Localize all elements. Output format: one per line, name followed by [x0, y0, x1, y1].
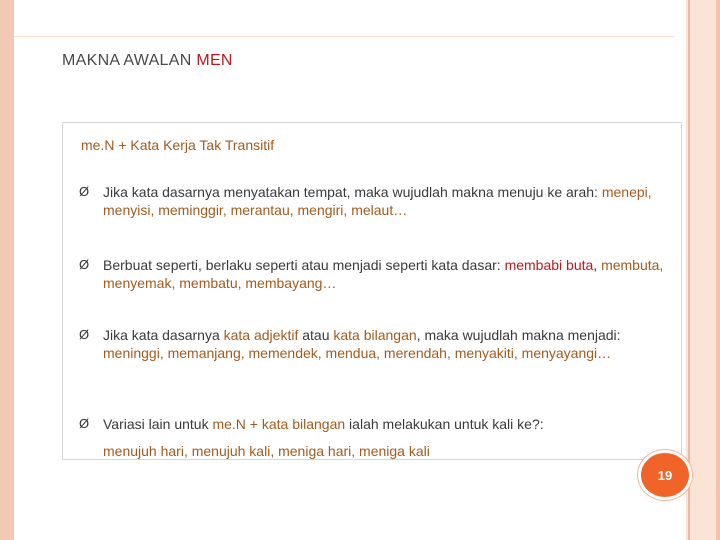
content-box [62, 122, 682, 460]
bullet-separator: , [593, 257, 602, 273]
bullet-text: Jika kata dasarnya menyatakan tempat, maka wujudlah makna menuju ke arah: [103, 184, 602, 200]
bullet-keyword: kata bilangan [333, 327, 417, 343]
bullet-item [79, 183, 671, 219]
slide-frame-left [0, 0, 14, 540]
bullet-keyword: me.N + kata bilangan [212, 416, 346, 432]
slide-title [62, 52, 233, 70]
bullet-examples: menujuh hari, menujuh kali, meniga hari, meniga kali [103, 443, 430, 459]
arrow-bullet-icon: Ø [79, 184, 90, 199]
slide-frame-right [686, 0, 720, 540]
bullet-examples: meninggi, memanjang, memendek, mendua, merendah, menyakiti, menyayangi… [103, 345, 612, 361]
bullet-text: Variasi lain untuk [103, 416, 213, 432]
bullet-keyword: kata adjektif [223, 327, 299, 343]
subheading: me.N + Kata Kerja Tak Transitif [81, 137, 275, 153]
bullet-example-highlight: membabi buta [504, 257, 594, 273]
arrow-bullet-icon: Ø [79, 416, 90, 431]
bullet-examples: membuta, menyemak, membatu, membayang… [103, 257, 664, 291]
slide-title-main: MAKNA AWALAN [62, 52, 197, 69]
slide-title-accent: MEN [196, 52, 233, 69]
slide-frame-right-line [688, 0, 690, 540]
bullet-item [79, 415, 544, 460]
arrow-bullet-icon: Ø [79, 257, 90, 272]
bullet-item [79, 326, 671, 362]
slide-frame-right-edge [716, 0, 720, 540]
title-divider [14, 36, 674, 37]
page-number-badge: 19 [638, 450, 692, 500]
bullet-text: ialah melakukan untuk kali ke?: [345, 416, 544, 432]
bullet-text: atau [298, 327, 334, 343]
bullet-text: , maka wujudlah makna menjadi: [416, 327, 621, 343]
bullet-text: Jika kata dasarnya [103, 327, 224, 343]
bullet-examples: menepi, menyisi, meminggir, merantau, mengiri, melaut… [103, 184, 652, 218]
arrow-bullet-icon: Ø [79, 327, 90, 342]
bullet-item [79, 256, 671, 292]
bullet-text: Berbuat seperti, berlaku seperti atau menjadi seperti kata dasar: [103, 257, 505, 273]
